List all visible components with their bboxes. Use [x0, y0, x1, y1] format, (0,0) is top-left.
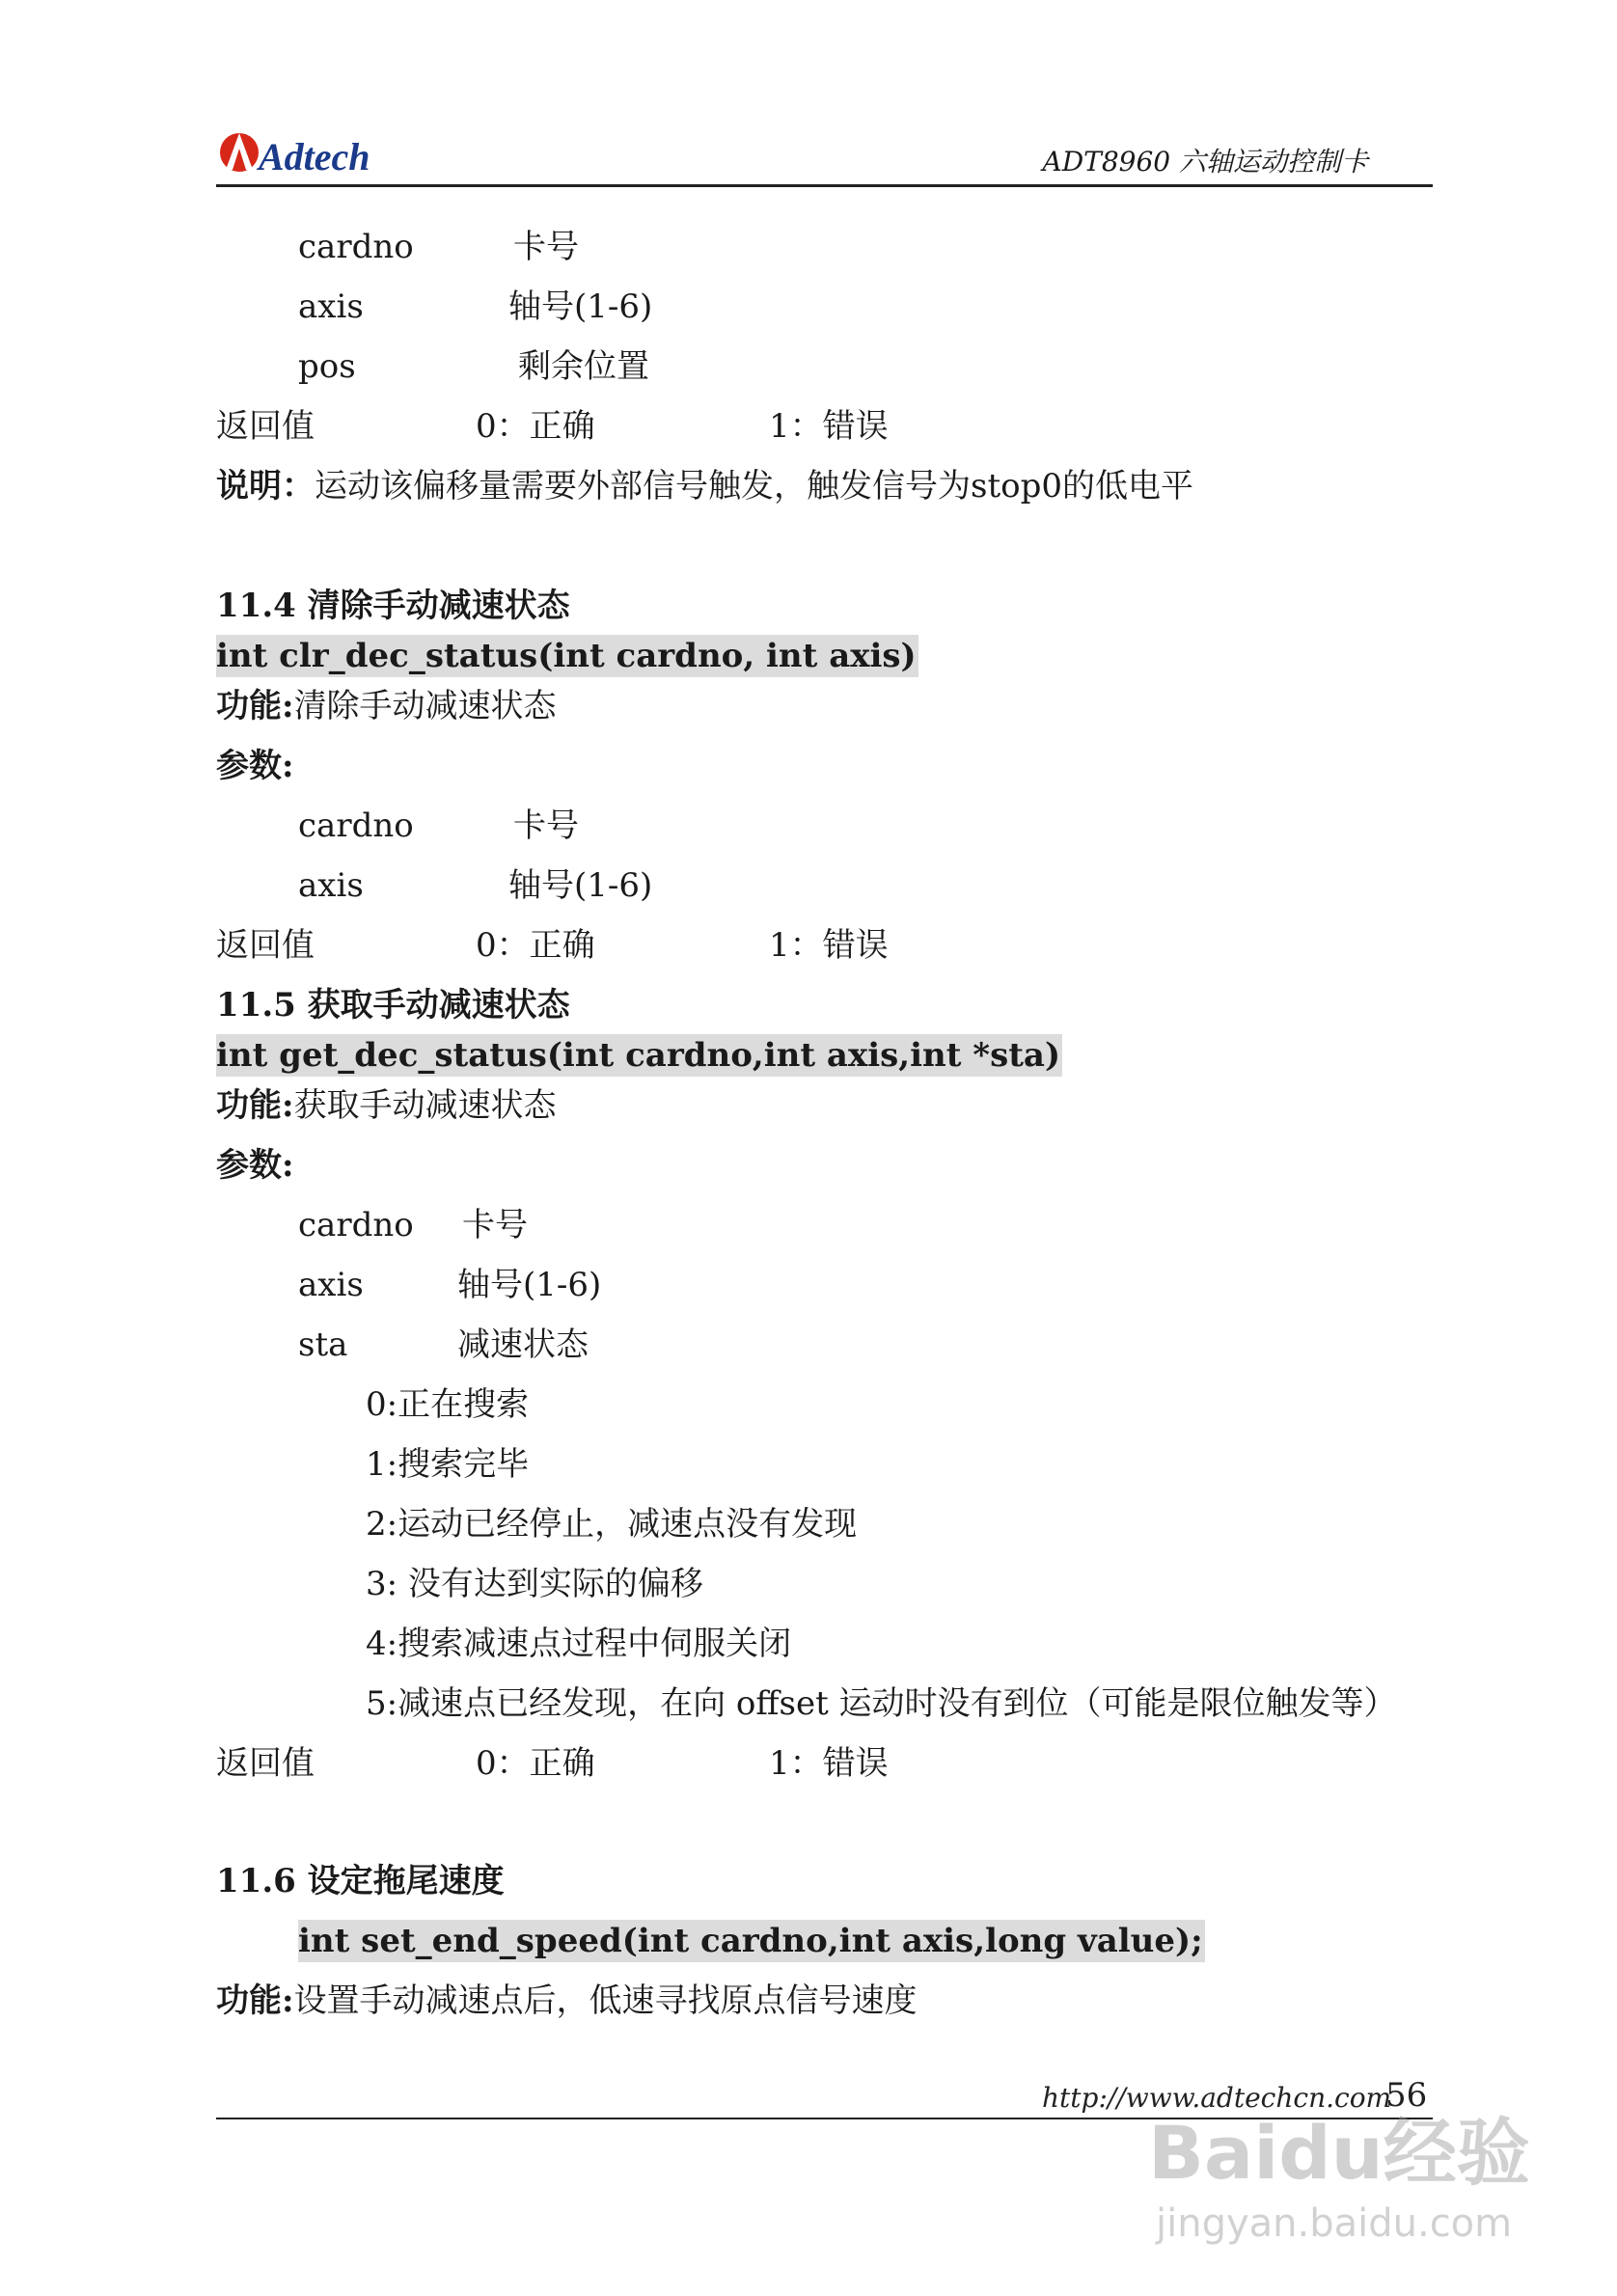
watermark-brand: Baidu经验: [1148, 2110, 1530, 2196]
logo-wordmark: Adtech: [259, 135, 370, 178]
return-err: 1：错误: [769, 1744, 889, 1783]
signature-get-dec-status: [216, 1036, 1062, 1075]
section-heading-11-5: 11.5 获取手动减速状态: [216, 986, 570, 1025]
header-title: ADT8960 六轴运动控制卡: [1042, 146, 1368, 178]
function-label: 功能:: [216, 1982, 294, 2020]
page-number: 56: [1385, 2076, 1428, 2115]
function-label: 功能:: [216, 687, 294, 725]
return-err: 1：错误: [769, 926, 889, 965]
param-desc-axis: 轴号(1-6): [508, 287, 653, 326]
code-signature: int set_end_speed(int cardno,int axis,long value);: [298, 1922, 1203, 1960]
code-signature: int clr_dec_status(int cardno, int axis): [216, 637, 917, 675]
function-text: 设置手动减速点后，低速寻找原点信号速度: [293, 1982, 918, 2020]
return-err: 1：错误: [769, 407, 889, 446]
param-name-cardno: cardno: [298, 1206, 414, 1244]
adtech-logo: [216, 127, 370, 181]
param-desc-sta: 减速状态: [457, 1326, 589, 1364]
watermark-site: jingyan.baidu.com: [1156, 2201, 1513, 2246]
param-desc-pos: 剩余位置: [518, 347, 649, 386]
function-text: 清除手动减速状态: [293, 687, 557, 725]
param-name-pos: pos: [298, 347, 356, 386]
note-text: 运动该偏移量需要外部信号触发，触发信号为stop0的低电平: [315, 467, 1193, 506]
section-heading-11-4: 11.4 清除手动减速状态: [216, 587, 570, 625]
function-text: 获取手动减速状态: [293, 1086, 557, 1125]
signature-set-end-speed: [298, 1922, 1205, 1960]
function-line: [216, 687, 557, 725]
return-ok: 0：正确: [476, 407, 595, 446]
param-name-axis: axis: [298, 866, 364, 905]
param-name-cardno: cardno: [298, 228, 414, 266]
state-item: 4:搜索减速点过程中伺服关闭: [366, 1625, 792, 1663]
baidu-watermark: [1148, 2101, 1534, 2265]
state-item: 0:正在搜索: [366, 1385, 530, 1424]
code-signature: int get_dec_status(int cardno,int axis,int *sta): [216, 1036, 1061, 1075]
state-item: 3: 没有达到实际的偏移: [366, 1565, 703, 1603]
return-label: 返回值: [216, 1744, 315, 1783]
state-item: 5:减速点已经发现，在向 offset 运动时没有到位（可能是限位触发等）: [366, 1684, 1397, 1723]
note: [216, 467, 1193, 506]
param-desc-cardno: 卡号: [513, 228, 579, 266]
param-desc-axis: 轴号(1-6): [457, 1266, 602, 1304]
params-label: 参数:: [216, 1146, 294, 1185]
param-name-axis: axis: [298, 1266, 364, 1304]
param-name-sta: sta: [298, 1326, 348, 1364]
return-ok: 0：正确: [476, 926, 595, 965]
state-item: 1:搜索完毕: [366, 1445, 530, 1484]
param-name-axis: axis: [298, 287, 364, 326]
note-label: 说明：: [216, 467, 315, 506]
header-divider: [216, 184, 1433, 187]
return-label: 返回值: [216, 926, 315, 965]
param-desc-cardno: 卡号: [462, 1206, 528, 1244]
return-label: 返回值: [216, 407, 315, 446]
function-line: [216, 1086, 557, 1125]
signature-clr-dec-status: [216, 637, 918, 675]
return-ok: 0：正确: [476, 1744, 595, 1783]
param-name-cardno: cardno: [298, 806, 414, 845]
state-item: 2:运动已经停止，减速点没有发现: [366, 1505, 858, 1544]
param-desc-axis: 轴号(1-6): [508, 866, 653, 905]
section-heading-11-6: 11.6 设定拖尾速度: [216, 1862, 505, 1900]
params-label: 参数:: [216, 747, 294, 785]
function-line: [216, 1982, 918, 2020]
footer-url[interactable]: http://www.adtechcn.com: [1042, 2082, 1392, 2114]
param-desc-cardno: 卡号: [513, 806, 579, 845]
function-label: 功能:: [216, 1086, 294, 1125]
